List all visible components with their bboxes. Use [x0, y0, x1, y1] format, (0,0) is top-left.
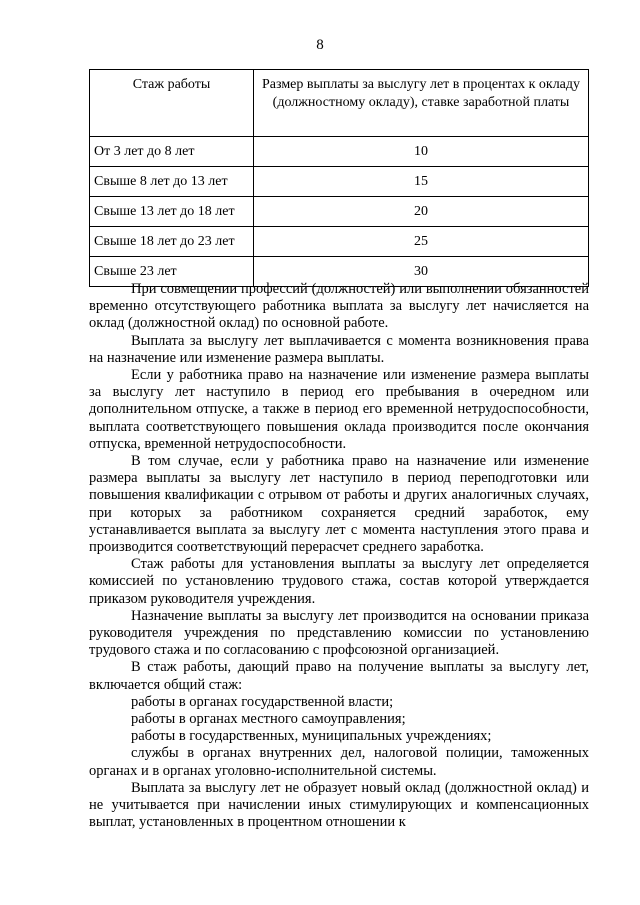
table-cell-period: Свыше 18 лет до 23 лет: [90, 227, 254, 257]
column-header-seniority: Стаж работы: [90, 70, 254, 137]
paragraph: Стаж работы для установления выплаты за выслугу лет определяется комиссией по установлению трудового стажа, состав которой утверждается приказом руководителя учреждения.: [89, 556, 589, 607]
paragraph: При совмещении профессий (должностей) или выполнении обязанностей временно отсутствующего работника выплата за выслугу лет начисляется на оклад (должностной оклад) по основной работе.: [89, 281, 589, 332]
list-item: работы в органах местного самоуправления;: [131, 711, 406, 728]
seniority-pay-table: [89, 69, 589, 287]
paragraph: Выплата за выслугу лет не образует новый оклад (должностной оклад) и не учитывается при начислении иных стимулирующих и компенсационных выплат, установленных в процентном отношении к: [89, 779, 589, 831]
table-row: [90, 197, 589, 227]
list-item: работы в государственных, муниципальных учреждениях;: [131, 728, 492, 745]
paragraph: В стаж работы, дающий право на получение выплаты за выслугу лет, включается общий стаж:: [89, 659, 589, 693]
table-cell-period: Свыше 13 лет до 18 лет: [90, 197, 254, 227]
table-row: [90, 137, 589, 167]
table-cell-percent: 20: [254, 197, 589, 227]
table-cell-period: Свыше 23 лет: [90, 257, 254, 287]
table-row: [90, 227, 589, 257]
table-cell-percent: 30: [254, 257, 589, 287]
paragraph: Выплата за выслугу лет выплачивается с момента возникновения права на назначение или изменение размера выплаты.: [89, 332, 589, 366]
page-number: 8: [316, 37, 324, 53]
table-row: [90, 167, 589, 197]
table-header-row: [90, 70, 589, 137]
column-header-payment-size: Размер выплаты за выслугу лет в процентах к окладу (должностному окладу), ставке заработной платы: [254, 70, 589, 137]
table-cell-period: Свыше 8 лет до 13 лет: [90, 167, 254, 197]
table-cell-percent: 25: [254, 227, 589, 257]
paragraph: Если у работника право на назначение или изменение размера выплаты за выслугу лет наступило в период его пребывания в очередном или дополнительном отпуске, а также в период его временной нетрудоспособности, выплата соответствующего повышения оклада производится после окончания отпуска, временной нетрудоспособности.: [89, 367, 589, 452]
body-text: [89, 281, 589, 832]
list-item: службы в органах внутренних дел, налоговой полиции, таможенных органах и в органах уголовно-исполнительной системы.: [89, 745, 589, 779]
paragraph: В том случае, если у работника право на назначение или изменение размера выплаты за выслугу лет наступило в период переподготовки или повышения квалификации с отрывом от работы и других аналогичных случаях, при которых за работником сохраняется средний заработок, ему устанавливается выплата за выслугу лет с момента наступления этого права и производится соответствующий перерасчет среднего заработка.: [89, 453, 589, 556]
list-item: работы в органах государственной власти;: [131, 693, 394, 710]
table-cell-percent: 15: [254, 167, 589, 197]
table-cell-period: От 3 лет до 8 лет: [90, 137, 254, 167]
table-cell-percent: 10: [254, 137, 589, 167]
paragraph: Назначение выплаты за выслугу лет производится на основании приказа руководителя учреждения по представлению комиссии по установлению трудового стажа и по согласованию с профсоюзной организацией.: [89, 607, 589, 659]
